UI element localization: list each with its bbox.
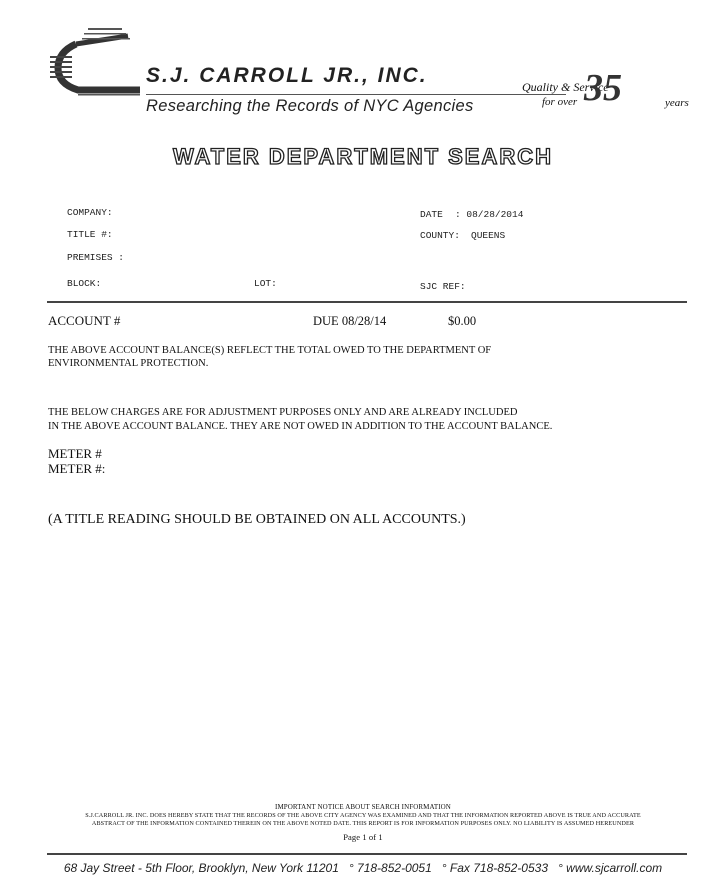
document-title: WATER DEPARTMENT SEARCH <box>172 144 554 169</box>
date-label: DATE <box>420 209 443 220</box>
balance-note-line-2: ENVIRONMENTAL PROTECTION. <box>48 358 209 369</box>
footer-address: 68 Jay Street - 5th Floor, Brooklyn, New York 11201 <box>63 861 339 875</box>
sjc-ref-label: SJC REF: <box>420 281 466 292</box>
charges-note-line-1: THE BELOW CHARGES ARE FOR ADJUSTMENT PURPOSES ONLY AND ARE ALREADY INCLUDED <box>48 407 518 418</box>
date-value: : 08/28/2014 <box>455 209 524 220</box>
account-due-date: DUE 08/28/14 <box>313 314 387 328</box>
account-label: ACCOUNT # <box>48 313 121 328</box>
company-logo <box>48 28 148 100</box>
bullet-icon: ° <box>551 861 567 875</box>
notice-line-1: S.J.CARROLL JR. INC. DOES HEREBY STATE THAT THE RECORDS OF THE ABOVE CITY AGENCY WAS EXAMINED AND THAT THE INFORMATION REPORTED ABOVE IS TRUE AND ACCURATE <box>85 812 641 819</box>
company-label: COMPANY: <box>67 207 113 218</box>
footer-divider <box>47 853 687 855</box>
title-reading-note: (A TITLE READING SHOULD BE OBTAINED ON ALL ACCOUNTS.) <box>48 512 466 527</box>
footer-website: www.sjcarroll.com <box>566 861 663 875</box>
footer-contact <box>0 861 726 875</box>
footer-phone: 718-852-0051 <box>357 861 432 875</box>
header-divider <box>146 94 566 95</box>
lot-label: LOT: <box>254 278 277 289</box>
account-amount: $0.00 <box>448 314 477 328</box>
premises-label: PREMISES : <box>67 252 125 263</box>
charges-note-line-2: IN THE ABOVE ACCOUNT BALANCE. THEY ARE NOT OWED IN ADDITION TO THE ACCOUNT BALANCE. <box>48 421 553 432</box>
title-number-label: TITLE #: <box>67 229 113 240</box>
for-over-text: for over <box>542 96 578 108</box>
meter-line-2: METER #: <box>48 461 106 476</box>
quality-service-text: Quality & Service <box>522 80 609 94</box>
page-number: Page 1 of 1 <box>343 832 383 842</box>
county-value: QUEENS <box>471 230 506 241</box>
notice-line-2: ABSTRACT OF THE INFORMATION CONTAINED THEREIN ON THE ABOVE NOTED DATE. THIS REPORT IS FOR INFORMATION PURPOSES ONLY. NO LIABILITY IS ASSUMED HEREUNDER <box>91 820 635 827</box>
years-text: years <box>665 97 689 109</box>
company-name: S.J. CARROLL JR., INC. <box>146 64 428 87</box>
block-label: BLOCK: <box>67 278 102 289</box>
notice-heading: IMPORTANT NOTICE ABOUT SEARCH INFORMATION <box>275 803 451 811</box>
bullet-icon: ° <box>435 861 450 875</box>
meter-line-1: METER # <box>48 446 102 461</box>
years-number: 35 <box>584 67 622 109</box>
county-label: COUNTY: <box>420 230 460 241</box>
footer-fax: Fax 718-852-0533 <box>449 861 548 875</box>
account-divider <box>47 301 687 303</box>
company-tagline: Researching the Records of NYC Agencies <box>146 97 474 115</box>
balance-note-line-1: THE ABOVE ACCOUNT BALANCE(S) REFLECT THE TOTAL OWED TO THE DEPARTMENT OF <box>48 345 492 356</box>
bullet-icon: ° <box>342 861 358 875</box>
